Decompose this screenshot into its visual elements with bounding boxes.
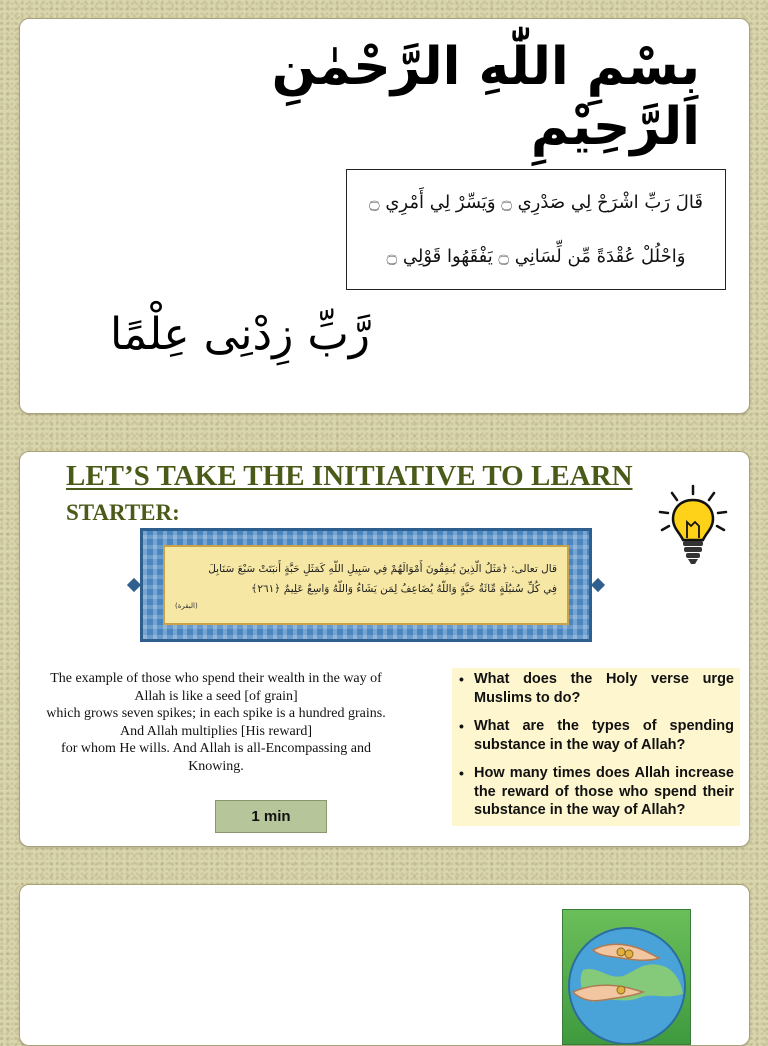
verse-arabic-line-1: قال تعالى: ﴿مَثَلُ الَّذِينَ يُنفِقُونَ أَمْوَالَهُمْ فِي سَبِيلِ اللَّهِ كَمَثَلِ حَبَّةٍ أَنبَتَتْ سَبْعَ سَنَابِلَ	[208, 563, 557, 576]
translation-line-3: And Allah multiplies [His reward]	[119, 723, 313, 739]
dua-line-2: وَاحْلُلْ عُقْدَةً مِّن لِّسَانِي ۝ يَفْقَهُوا قَوْلِي ۝	[386, 245, 686, 267]
dua-box	[346, 169, 726, 290]
question-item: • What are the types of spending substance in the way of Allah?	[456, 717, 734, 754]
verse-arabic-line-2: فِي كُلِّ سُنبُلَةٍ مِّائَةُ حَبَّةٍ وَاللَّهُ يُضَاعِفُ لِمَن يَشَاءُ وَاللَّهُ وَاسِعٌ عَلِيمٌ ﴿٢٦١﴾	[251, 583, 557, 595]
timer-badge: 1 min	[215, 800, 327, 833]
light-bulb-icon	[656, 482, 730, 568]
translation-line-1: The example of those who spend their wealth in the way of Allah is like a seed [of grain]	[50, 671, 382, 704]
slide-title: LET’S TAKE THE INITIATIVE TO LEARN	[66, 460, 633, 492]
bismillah-calligraphy: بِسْمِ اللّٰهِ الرَّحْمٰنِ الرَّحِيْمِ	[271, 37, 700, 157]
verse-panel	[163, 545, 569, 625]
verse-frame	[140, 528, 592, 642]
verse-reference: (البقرة)	[175, 601, 198, 610]
globe-hands-icon	[563, 910, 691, 1045]
translation-line-2: which grows seven spikes; in each spike is a hundred grains.	[46, 706, 386, 721]
question-item: • What does the Holy verse urge Muslims to do?	[456, 670, 734, 707]
questions-list	[452, 668, 740, 826]
dua-line-1: قَالَ رَبِّ اشْرَحْ لِي صَدْرِي ۝ وَيَسِّرْ لِي أَمْرِي ۝	[369, 192, 703, 214]
slide-1	[19, 18, 750, 414]
slide-2	[19, 451, 750, 847]
translation-line-4: for whom He wills. And Allah is all-Encompassing and Knowing.	[61, 741, 371, 774]
starter-heading: STARTER:	[66, 500, 180, 525]
slide-3	[19, 884, 750, 1046]
rabbi-zidni-ilma-text: رَّبِّ زِدْنِى عِلْمًا	[109, 309, 371, 360]
question-item: • How many times does Allah increase the reward of those who spend their substance in the way of Allah?	[456, 764, 734, 820]
verse-translation	[40, 670, 392, 775]
hands-giving-coins-image	[562, 909, 691, 1045]
